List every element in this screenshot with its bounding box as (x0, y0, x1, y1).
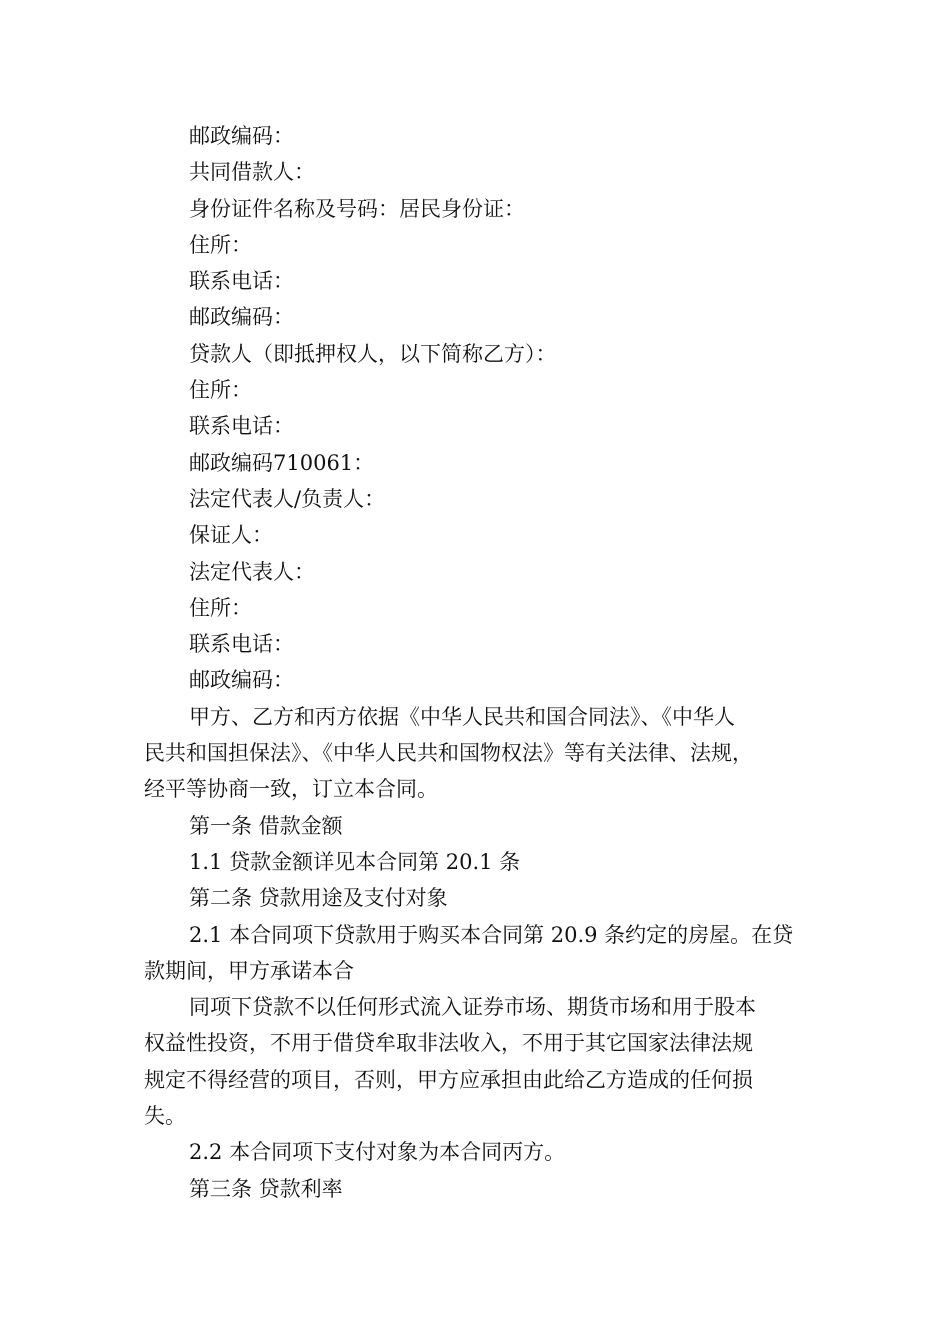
clause-line: 失。 (144, 1104, 186, 1129)
clause-line: 1.1 贷款金额详见本合同第 20.1 条 (189, 849, 521, 874)
article-heading: 第三条 贷款利率 (189, 1176, 343, 1201)
article-heading: 第一条 借款金额 (189, 813, 343, 838)
preamble-paragraph-line: 经平等协商一致，订立本合同。 (144, 777, 438, 802)
address-line: 住所： (189, 232, 252, 257)
clause-line: 规定不得经营的项目，否则，甲方应承担由此给乙方造成的任何损 (144, 1067, 753, 1092)
guarantor-line: 保证人： (189, 523, 273, 548)
clause-line: 同项下贷款不以任何形式流入证券市场、期货市场和用于股本 (189, 995, 756, 1020)
article-heading: 第二条 贷款用途及支付对象 (189, 886, 448, 911)
preamble-paragraph-line: 甲方、乙方和丙方依据《中华人民共和国合同法》、《中华人 (189, 704, 735, 729)
clause-line: 2.1 本合同项下贷款用于购买本合同第 20.9 条约定的房屋。在贷 (189, 922, 794, 947)
legal-representative-line: 法定代表人/负责人： (189, 486, 386, 511)
postal-code-line: 邮政编码： (189, 124, 294, 148)
address-line: 住所： (189, 595, 252, 620)
preamble-paragraph-line: 民共和国担保法》、《中华人民共和国物权法》等有关法律、法规， (144, 741, 753, 766)
co-borrower-line: 共同借款人： (189, 160, 315, 185)
id-document-line: 身份证件名称及号码：居民身份证： (189, 196, 525, 221)
phone-line: 联系电话： (189, 414, 294, 439)
lender-line: 贷款人（即抵押权人，以下简称乙方）： (189, 341, 557, 366)
clause-line: 款期间，甲方承诺本合 (144, 958, 354, 983)
address-line: 住所： (189, 378, 252, 403)
clause-line: 2.2 本合同项下支付对象为本合同丙方。 (189, 1140, 566, 1165)
postal-code-line: 邮政编码： (189, 668, 294, 693)
document-body (144, 118, 824, 1207)
legal-representative-line: 法定代表人： (189, 559, 315, 584)
clause-line: 权益性投资，不用于借贷牟取非法收入，不用于其它国家法律法规 (144, 1031, 753, 1056)
phone-line: 联系电话： (189, 269, 294, 294)
postal-code-line: 邮政编码710061： (189, 450, 375, 475)
postal-code-line: 邮政编码： (189, 305, 294, 330)
phone-line: 联系电话： (189, 632, 294, 657)
